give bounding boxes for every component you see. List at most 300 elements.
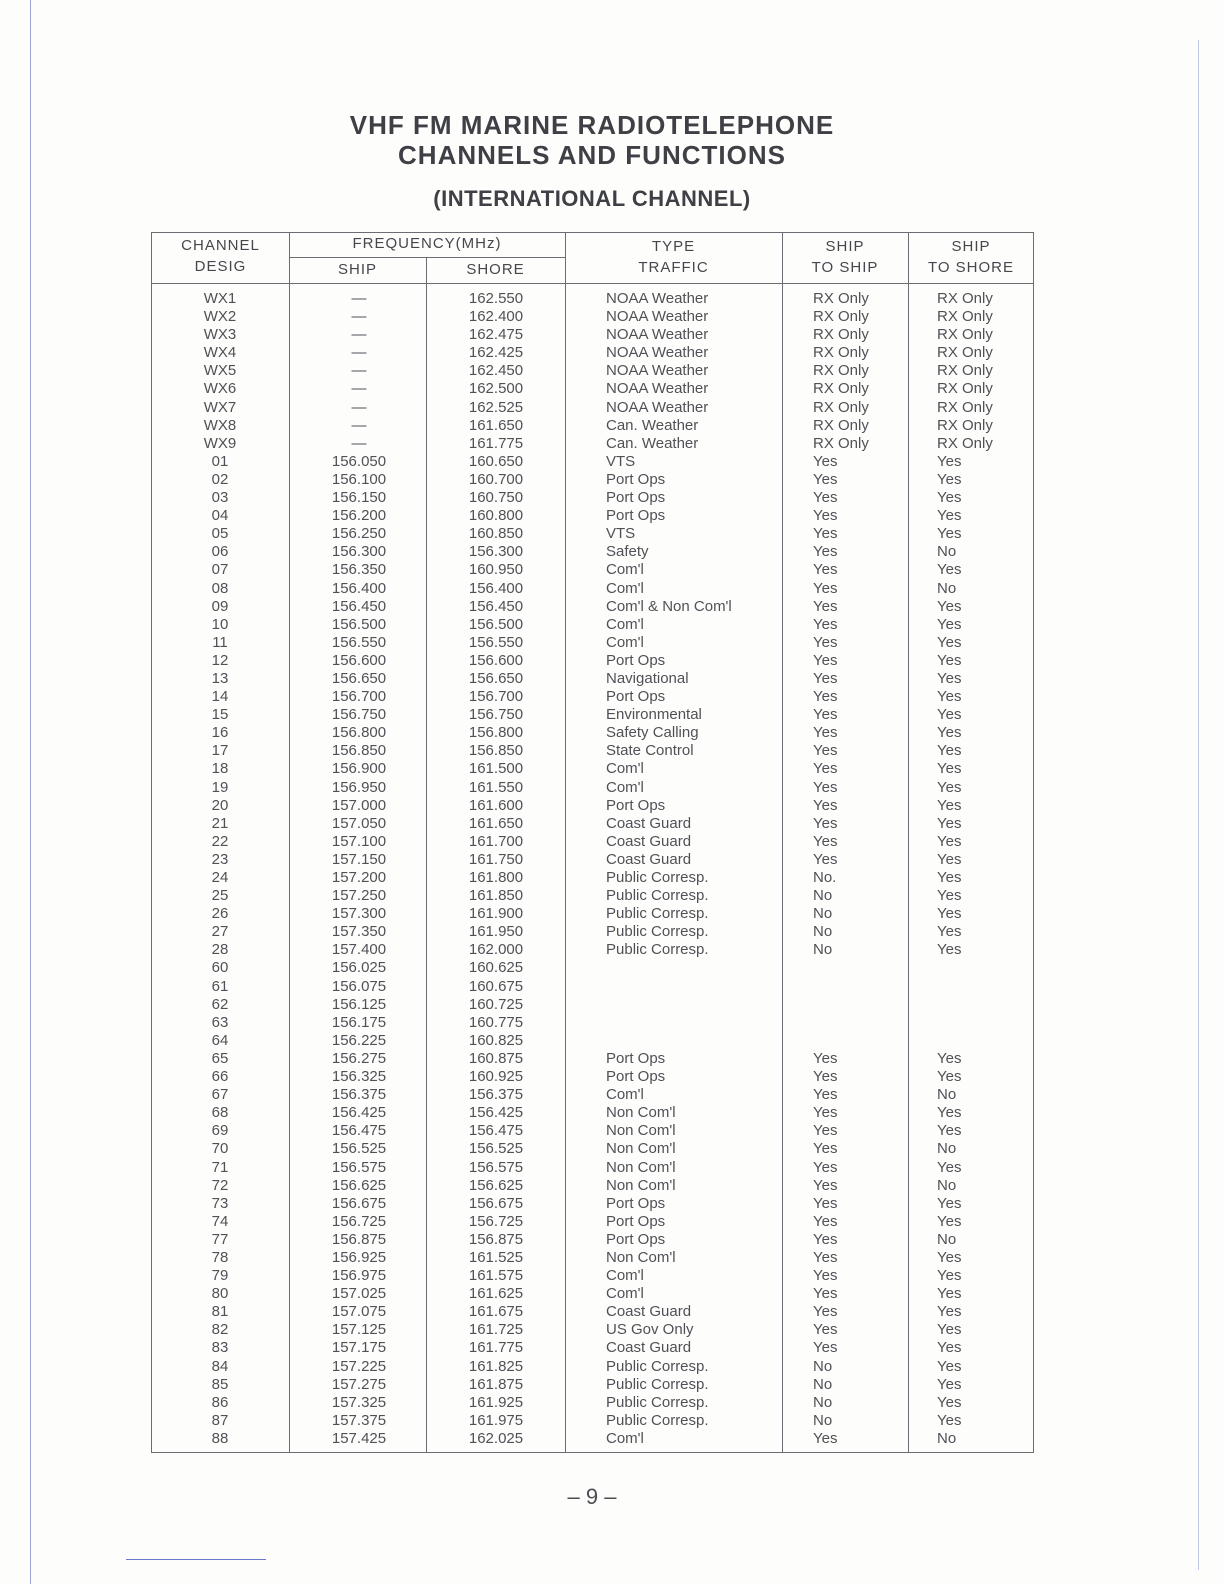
shore-frequency-cell: 156.425 [468, 1104, 524, 1122]
channel-cell: WX1 [203, 290, 237, 307]
ship-to-shore-cell: Yes [937, 941, 962, 959]
ship-to-ship-cell: Yes [813, 850, 838, 868]
ship-to-shore-cell: RX Only [937, 416, 993, 434]
channel-cell: 88 [211, 1429, 229, 1447]
channel-cell: 18 [211, 760, 229, 778]
shore-frequency-cell: 161.925 [468, 1393, 524, 1411]
traffic-type-cell: Com'l [606, 633, 644, 651]
ship-to-ship-cell: Yes [813, 1194, 838, 1212]
channel-cell: 70 [211, 1140, 229, 1158]
shore-frequency-cell: 156.725 [468, 1212, 524, 1230]
traffic-type-cell: Public Corresp. [606, 905, 709, 923]
shore-frequency-cell: 160.625 [468, 959, 524, 977]
ship-to-shore-cell: RX Only [937, 344, 993, 362]
shore-frequency-cell: 156.675 [468, 1194, 524, 1212]
table-row [0, 1267, 1224, 1285]
ship-to-shore-cell: Yes [937, 887, 962, 905]
ship-to-ship-cell: Yes [813, 796, 838, 814]
shore-frequency-cell: 156.475 [468, 1122, 524, 1140]
ship-to-ship-cell: No [813, 1411, 833, 1429]
traffic-type-cell: Non Com'l [606, 1248, 676, 1266]
ship-to-ship-cell: RX Only [813, 344, 869, 362]
traffic-type-cell: Com'l & Non Com'l [606, 597, 732, 615]
shore-frequency-cell: 156.400 [468, 579, 524, 597]
page-number: – 9 – [567, 1484, 617, 1509]
shore-frequency-cell: 160.775 [468, 1013, 524, 1031]
ship-frequency-cell: 156.750 [331, 706, 387, 724]
ship-to-ship-cell: Yes [813, 832, 838, 850]
channel-cell: 11 [212, 633, 228, 651]
ship-to-shore-cell: Yes [937, 615, 962, 633]
header-shore-frequency: SHORE [466, 261, 525, 278]
ship-to-shore-cell: RX Only [937, 362, 993, 380]
channel-cell: 24 [211, 869, 229, 886]
traffic-type-cell: Com'l [606, 1267, 644, 1285]
table-row [0, 1195, 1224, 1213]
traffic-type-cell: Safety Calling [606, 724, 699, 742]
table-row [0, 1086, 1224, 1104]
ship-to-shore-cell: Yes [937, 814, 962, 832]
table-row [0, 1430, 1224, 1448]
ship-frequency-cell: 156.975 [331, 1267, 387, 1285]
traffic-type-cell: Non Com'l [606, 1176, 676, 1194]
ship-frequency-cell: — [351, 434, 367, 452]
shore-frequency-cell: 156.300 [468, 543, 524, 561]
traffic-type-cell: Coast Guard [606, 1303, 692, 1321]
traffic-type-cell: VTS [606, 452, 636, 470]
ship-to-ship-cell: No [813, 1393, 833, 1411]
ship-to-shore-cell: Yes [937, 489, 962, 507]
shore-frequency-cell: 156.625 [468, 1176, 524, 1194]
channel-cell: 23 [211, 850, 229, 868]
channel-cell: 60 [211, 959, 229, 977]
ship-to-shore-cell: Yes [937, 706, 962, 724]
channel-cell: 61 [211, 977, 229, 995]
traffic-type-cell: Com'l [606, 1086, 644, 1104]
shore-frequency-cell: 161.625 [468, 1285, 524, 1303]
traffic-type-cell: Public Corresp. [606, 923, 709, 941]
channel-cell: 20 [211, 796, 229, 814]
channel-cell: 14 [211, 688, 229, 706]
table-row [0, 996, 1224, 1014]
table-row [0, 1231, 1224, 1249]
shore-frequency-cell: 162.550 [468, 290, 524, 307]
ship-frequency-cell: 156.600 [331, 651, 387, 669]
shore-frequency-cell: 162.425 [468, 344, 524, 362]
ship-frequency-cell: — [351, 416, 367, 434]
channel-cell: 83 [211, 1339, 229, 1357]
ship-to-ship-cell: RX Only [813, 290, 869, 307]
shore-frequency-cell: 162.000 [468, 941, 524, 959]
traffic-type-cell: Coast Guard [606, 850, 692, 868]
ship-to-ship-cell: Yes [813, 1267, 838, 1285]
shore-frequency-cell: 160.850 [468, 525, 524, 543]
ship-frequency-cell: — [351, 380, 367, 398]
traffic-type-cell: VTS [606, 525, 636, 543]
table-row [0, 308, 1224, 326]
ship-to-shore-cell: Yes [937, 452, 962, 470]
channel-cell: WX6 [203, 380, 237, 398]
header-ship-to-ship-line-1: SHIP [825, 238, 865, 255]
ship-to-ship-cell: Yes [813, 470, 838, 488]
channel-cell: 15 [211, 706, 229, 724]
ship-to-shore-cell: Yes [937, 1068, 962, 1086]
ship-to-shore-cell: No [937, 579, 957, 597]
table-row [0, 1394, 1224, 1412]
ship-frequency-cell: 156.175 [331, 1013, 387, 1031]
table-row [0, 760, 1224, 778]
ship-to-shore-cell: No [937, 1086, 957, 1104]
header-ship-to-shore-line-2: TO SHORE [927, 259, 1015, 276]
ship-to-ship-cell: Yes [813, 1248, 838, 1266]
ship-to-shore-cell: Yes [937, 724, 962, 742]
ship-frequency-cell: 157.025 [331, 1285, 387, 1303]
ship-frequency-cell: 156.275 [331, 1049, 387, 1067]
ship-to-ship-cell: Yes [813, 1339, 838, 1357]
table-row [0, 905, 1224, 923]
traffic-type-cell: Public Corresp. [606, 1411, 709, 1429]
shore-frequency-cell: 161.700 [468, 832, 524, 850]
ship-frequency-cell: 156.375 [331, 1086, 387, 1104]
shore-frequency-cell: 156.375 [468, 1086, 524, 1104]
ship-to-ship-cell: RX Only [813, 362, 869, 380]
shore-frequency-cell: 160.750 [468, 489, 524, 507]
traffic-type-cell: Port Ops [606, 1068, 666, 1086]
traffic-type-cell: NOAA Weather [606, 344, 709, 362]
ship-to-shore-cell: Yes [937, 633, 962, 651]
channel-cell: 87 [211, 1411, 229, 1429]
ship-to-ship-cell: RX Only [813, 416, 869, 434]
shore-frequency-cell: 161.650 [468, 416, 524, 434]
table-row [0, 380, 1224, 398]
ship-to-ship-cell: Yes [813, 760, 838, 778]
shore-frequency-cell: 161.750 [468, 850, 524, 868]
header-channel-line-1: CHANNEL [181, 237, 260, 254]
header-ship-to-ship-line-2: TO SHIP [811, 259, 879, 276]
traffic-type-cell: US Gov Only [606, 1321, 694, 1339]
channel-cell: 82 [211, 1321, 229, 1339]
channel-cell: WX3 [203, 326, 237, 344]
shore-frequency-cell: 162.525 [468, 398, 524, 416]
ship-to-ship-cell: No [813, 923, 833, 941]
ship-to-ship-cell: Yes [813, 1285, 838, 1303]
ship-to-ship-cell: RX Only [813, 308, 869, 326]
channel-cell: 72 [211, 1176, 229, 1194]
shore-frequency-cell: 161.950 [468, 923, 524, 941]
ship-to-shore-cell: Yes [937, 1375, 962, 1393]
shore-frequency-cell: 160.925 [468, 1068, 524, 1086]
ship-to-ship-cell: No [813, 941, 833, 959]
shore-frequency-cell: 161.525 [468, 1248, 524, 1266]
ship-frequency-cell: 157.150 [331, 850, 387, 868]
ship-frequency-cell: 156.225 [331, 1031, 387, 1049]
ship-frequency-cell: 156.625 [331, 1176, 387, 1194]
ship-to-ship-cell: Yes [813, 1230, 838, 1248]
channel-cell: 09 [211, 597, 229, 615]
ship-to-ship-cell: Yes [813, 597, 838, 615]
shore-frequency-cell: 160.650 [468, 452, 524, 470]
table-row [0, 1050, 1224, 1068]
traffic-type-cell: Public Corresp. [606, 869, 709, 886]
ship-to-ship-cell: Yes [813, 507, 838, 525]
traffic-type-cell: Can. Weather [606, 434, 699, 452]
traffic-type-cell: Port Ops [606, 1230, 666, 1248]
ship-frequency-cell: 156.725 [331, 1212, 387, 1230]
ship-to-shore-cell: Yes [937, 1393, 962, 1411]
ship-to-shore-cell: No [937, 1429, 957, 1447]
table-row [0, 1285, 1224, 1303]
ship-to-ship-cell: No [813, 887, 833, 905]
channel-cell: 79 [211, 1267, 229, 1285]
channel-cell: 22 [211, 832, 229, 850]
shore-frequency-cell: 156.600 [468, 651, 524, 669]
channel-cell: 16 [211, 724, 229, 742]
header-type-traffic [565, 236, 782, 278]
shore-frequency-cell: 160.700 [468, 470, 524, 488]
table-row [0, 489, 1224, 507]
ship-to-shore-cell: No [937, 1176, 957, 1194]
shore-frequency-cell: 161.725 [468, 1321, 524, 1339]
shore-frequency-cell: 161.900 [468, 905, 524, 923]
shore-frequency-cell: 156.550 [468, 633, 524, 651]
table-row [0, 435, 1224, 453]
ship-to-ship-cell: Yes [813, 1049, 838, 1067]
traffic-type-cell: NOAA Weather [606, 326, 709, 344]
ship-frequency-cell: 157.275 [331, 1375, 387, 1393]
ship-frequency-cell: — [351, 344, 367, 362]
traffic-type-cell: Port Ops [606, 688, 666, 706]
table-row [0, 869, 1224, 887]
shore-frequency-cell: 160.950 [468, 561, 524, 579]
ship-to-shore-cell: Yes [937, 1303, 962, 1321]
ship-to-shore-cell: Yes [937, 1212, 962, 1230]
ship-to-shore-cell: Yes [937, 1339, 962, 1357]
ship-to-ship-cell: Yes [813, 706, 838, 724]
shore-frequency-cell: 156.450 [468, 597, 524, 615]
shore-frequency-cell: 161.825 [468, 1357, 524, 1375]
ship-frequency-cell: 156.400 [331, 579, 387, 597]
ship-to-ship-cell: RX Only [813, 434, 869, 452]
traffic-type-cell: Safety [606, 543, 649, 561]
traffic-type-cell: Port Ops [606, 1212, 666, 1230]
channel-cell: WX5 [203, 362, 237, 380]
header-channel [152, 235, 289, 277]
ship-to-shore-cell: Yes [937, 525, 962, 543]
channel-cell: 10 [211, 615, 229, 633]
ship-to-shore-cell: Yes [937, 1411, 962, 1429]
header-type-line-1: TYPE [651, 238, 696, 255]
table-row [0, 887, 1224, 905]
ship-frequency-cell: 156.425 [331, 1104, 387, 1122]
table-row [0, 833, 1224, 851]
channel-cell: 03 [211, 489, 229, 507]
channel-cell: 77 [211, 1230, 229, 1248]
header-channel-line-2: DESIG [194, 258, 247, 275]
table-row [0, 453, 1224, 471]
shore-frequency-cell: 161.775 [468, 1339, 524, 1357]
channel-cell: 68 [211, 1104, 229, 1122]
table-row [0, 417, 1224, 435]
ship-to-ship-cell: RX Only [813, 398, 869, 416]
table-row [0, 1177, 1224, 1195]
traffic-type-cell: Public Corresp. [606, 1393, 709, 1411]
ship-frequency-cell: — [351, 326, 367, 344]
ship-frequency-cell: 156.025 [331, 959, 387, 977]
channel-table-body [0, 290, 1224, 1448]
traffic-type-cell: Port Ops [606, 1049, 666, 1067]
ship-to-shore-cell: Yes [937, 651, 962, 669]
shore-frequency-cell: 156.500 [468, 615, 524, 633]
ship-frequency-cell: 156.900 [331, 760, 387, 778]
page-title-line-2: CHANNELS AND FUNCTIONS [398, 140, 786, 170]
ship-to-shore-cell: Yes [937, 507, 962, 525]
ship-to-shore-cell: Yes [937, 1321, 962, 1339]
ship-to-ship-cell: Yes [813, 814, 838, 832]
ship-frequency-cell: 157.125 [331, 1321, 387, 1339]
table-row [0, 959, 1224, 977]
ship-to-shore-cell: Yes [937, 1194, 962, 1212]
channel-cell: 04 [211, 507, 229, 525]
ship-frequency-cell: 156.650 [331, 669, 387, 687]
traffic-type-cell: NOAA Weather [606, 380, 709, 398]
ship-to-ship-cell: Yes [813, 688, 838, 706]
table-row [0, 851, 1224, 869]
channel-cell: WX2 [203, 308, 237, 326]
ship-frequency-cell: — [351, 308, 367, 326]
ship-to-ship-cell: No. [813, 869, 837, 886]
ship-frequency-cell: 156.050 [331, 452, 387, 470]
ship-frequency-cell: 156.350 [331, 561, 387, 579]
table-row [0, 616, 1224, 634]
traffic-type-cell: Coast Guard [606, 832, 692, 850]
ship-to-shore-cell: Yes [937, 850, 962, 868]
shore-frequency-cell: 161.600 [468, 796, 524, 814]
channel-cell: WX8 [203, 416, 237, 434]
traffic-type-cell: Public Corresp. [606, 941, 709, 959]
traffic-type-cell: Non Com'l [606, 1158, 676, 1176]
traffic-type-cell: Com'l [606, 579, 644, 597]
channel-cell: 01 [211, 452, 229, 470]
traffic-type-cell: Com'l [606, 561, 644, 579]
shore-frequency-cell: 161.775 [468, 434, 524, 452]
traffic-type-cell: Com'l [606, 778, 644, 796]
channel-cell: WX9 [203, 434, 237, 452]
traffic-type-cell: Port Ops [606, 470, 666, 488]
channel-cell: 63 [211, 1013, 229, 1031]
shore-frequency-cell: 156.875 [468, 1230, 524, 1248]
shore-frequency-cell: 162.500 [468, 380, 524, 398]
traffic-type-cell: Port Ops [606, 489, 666, 507]
ship-to-shore-cell: No [937, 1140, 957, 1158]
channel-cell: 05 [211, 525, 229, 543]
ship-to-shore-cell: Yes [937, 778, 962, 796]
shore-frequency-cell: 161.875 [468, 1375, 524, 1393]
ship-to-shore-cell: Yes [937, 1357, 962, 1375]
shore-frequency-cell: 156.650 [468, 669, 524, 687]
ship-frequency-cell: 156.800 [331, 724, 387, 742]
channel-cell: 25 [211, 887, 229, 905]
ship-to-shore-cell: Yes [937, 597, 962, 615]
ship-frequency-cell: 156.325 [331, 1068, 387, 1086]
channel-cell: 71 [211, 1158, 229, 1176]
ship-to-ship-cell: Yes [813, 1303, 838, 1321]
traffic-type-cell: Public Corresp. [606, 1357, 709, 1375]
ship-frequency-cell: 157.050 [331, 814, 387, 832]
table-row [0, 815, 1224, 833]
channel-cell: 85 [211, 1375, 229, 1393]
ship-to-ship-cell: Yes [813, 669, 838, 687]
ship-frequency-cell: 157.400 [331, 941, 387, 959]
shore-frequency-cell: 156.800 [468, 724, 524, 742]
table-row [0, 923, 1224, 941]
traffic-type-cell: Coast Guard [606, 1339, 692, 1357]
traffic-type-cell: Navigational [606, 669, 689, 687]
ship-frequency-cell: 156.525 [331, 1140, 387, 1158]
table-row [0, 706, 1224, 724]
traffic-type-cell: Non Com'l [606, 1140, 676, 1158]
header-ship-to-shore [908, 236, 1034, 278]
traffic-type-cell: NOAA Weather [606, 308, 709, 326]
ship-to-shore-cell: RX Only [937, 434, 993, 452]
ship-to-ship-cell: Yes [813, 579, 838, 597]
table-row [0, 1339, 1224, 1357]
ship-to-shore-cell: Yes [937, 796, 962, 814]
table-row [0, 1032, 1224, 1050]
ship-frequency-cell: 156.300 [331, 543, 387, 561]
ship-to-ship-cell: Yes [813, 1068, 838, 1086]
table-row [0, 742, 1224, 760]
ship-to-ship-cell: Yes [813, 742, 838, 760]
channel-cell: 07 [211, 561, 229, 579]
header-type-line-2: TRAFFIC [638, 259, 709, 276]
table-row [0, 598, 1224, 616]
ship-frequency-cell: 157.200 [331, 869, 387, 886]
channel-cell: 28 [211, 941, 229, 959]
traffic-type-cell: State Control [606, 742, 694, 760]
ship-to-shore-cell: Yes [937, 1285, 962, 1303]
ship-frequency-cell: 156.450 [331, 597, 387, 615]
traffic-type-cell: Port Ops [606, 651, 666, 669]
traffic-type-cell: Com'l [606, 1429, 644, 1447]
header-ship-frequency: SHIP [337, 261, 377, 278]
ship-to-ship-cell: Yes [813, 1321, 838, 1339]
channel-cell: 17 [211, 742, 229, 760]
table-row [0, 1122, 1224, 1140]
table-row [0, 941, 1224, 959]
channel-cell: 80 [211, 1285, 229, 1303]
table-row [0, 1376, 1224, 1394]
ship-frequency-cell: 156.475 [331, 1122, 387, 1140]
ship-to-ship-cell: Yes [813, 452, 838, 470]
ship-to-ship-cell: Yes [813, 1176, 838, 1194]
channel-cell: 08 [211, 579, 229, 597]
shore-frequency-cell: 162.450 [468, 362, 524, 380]
traffic-type-cell: Public Corresp. [606, 1375, 709, 1393]
ship-frequency-cell: 157.100 [331, 832, 387, 850]
table-row [0, 1412, 1224, 1430]
ship-to-shore-cell: Yes [937, 470, 962, 488]
shore-frequency-cell: 161.800 [468, 869, 524, 886]
shore-frequency-cell: 156.575 [468, 1158, 524, 1176]
channel-cell: 81 [211, 1303, 229, 1321]
channel-cell: 84 [211, 1357, 229, 1375]
ship-to-shore-cell: RX Only [937, 380, 993, 398]
shore-frequency-cell: 162.400 [468, 308, 524, 326]
table-row [0, 471, 1224, 489]
ship-to-shore-cell: RX Only [937, 308, 993, 326]
channel-cell: 13 [211, 669, 229, 687]
ship-to-shore-cell: Yes [937, 561, 962, 579]
